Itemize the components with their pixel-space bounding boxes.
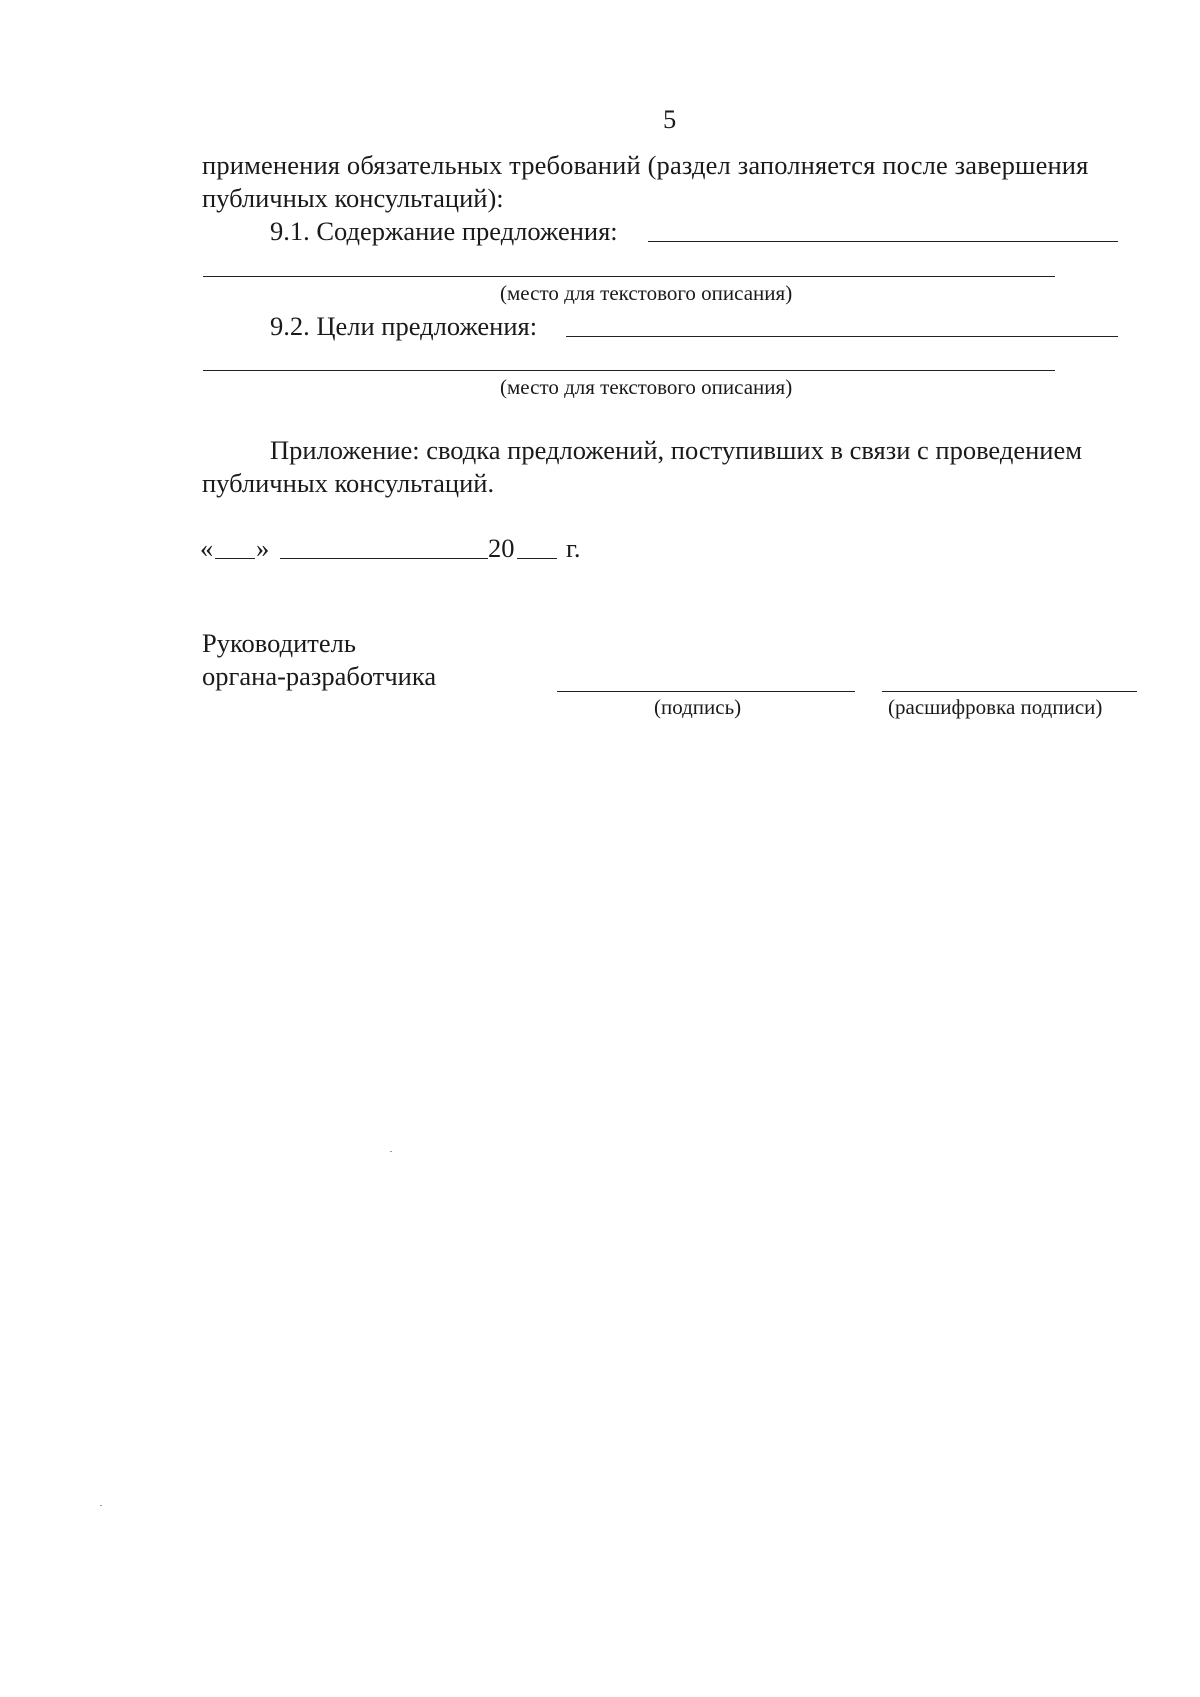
scan-speck bbox=[390, 1151, 392, 1152]
item-9-2-hint: (место для текстового описания) bbox=[500, 375, 793, 399]
intro-line-1: применения обязательных требований (раздел заполняется после завершения bbox=[202, 150, 1089, 180]
appendix-line-1: Приложение: сводка предложений, поступивших в связи с проведением bbox=[270, 435, 1082, 465]
date-year-blank bbox=[517, 558, 557, 559]
signature-line bbox=[557, 691, 855, 692]
item-9-1-description-line bbox=[203, 276, 1055, 277]
signatory-title-line-2: органа-разработчика bbox=[202, 661, 437, 691]
scan-speck bbox=[100, 1505, 102, 1506]
date-year-suffix: г. bbox=[566, 533, 581, 563]
item-9-1-hint: (место для текстового описания) bbox=[500, 281, 793, 305]
item-9-2-label: 9.2. Цели предложения: bbox=[270, 311, 538, 341]
date-close-quote: » bbox=[256, 533, 270, 563]
signature-hint: (подпись) bbox=[654, 695, 742, 719]
date-month-blank bbox=[280, 558, 488, 559]
date-day-blank bbox=[215, 558, 255, 559]
date-open-quote: « bbox=[200, 533, 214, 563]
date-year-prefix: 20 bbox=[488, 533, 515, 563]
signature-decoding-line bbox=[882, 691, 1137, 692]
item-9-2-description-line bbox=[203, 370, 1055, 371]
signatory-title-line-1: Руководитель bbox=[202, 628, 356, 658]
item-9-1-label: 9.1. Содержание предложения: bbox=[270, 216, 618, 246]
signature-decoding-hint: (расшифровка подписи) bbox=[888, 695, 1103, 719]
appendix-line-2: публичных консультаций. bbox=[202, 468, 495, 498]
page-number: 5 bbox=[663, 104, 677, 134]
item-9-1-fill-line bbox=[648, 241, 1118, 242]
item-9-2-fill-line bbox=[566, 336, 1118, 337]
intro-line-2: публичных консультаций): bbox=[202, 183, 504, 213]
